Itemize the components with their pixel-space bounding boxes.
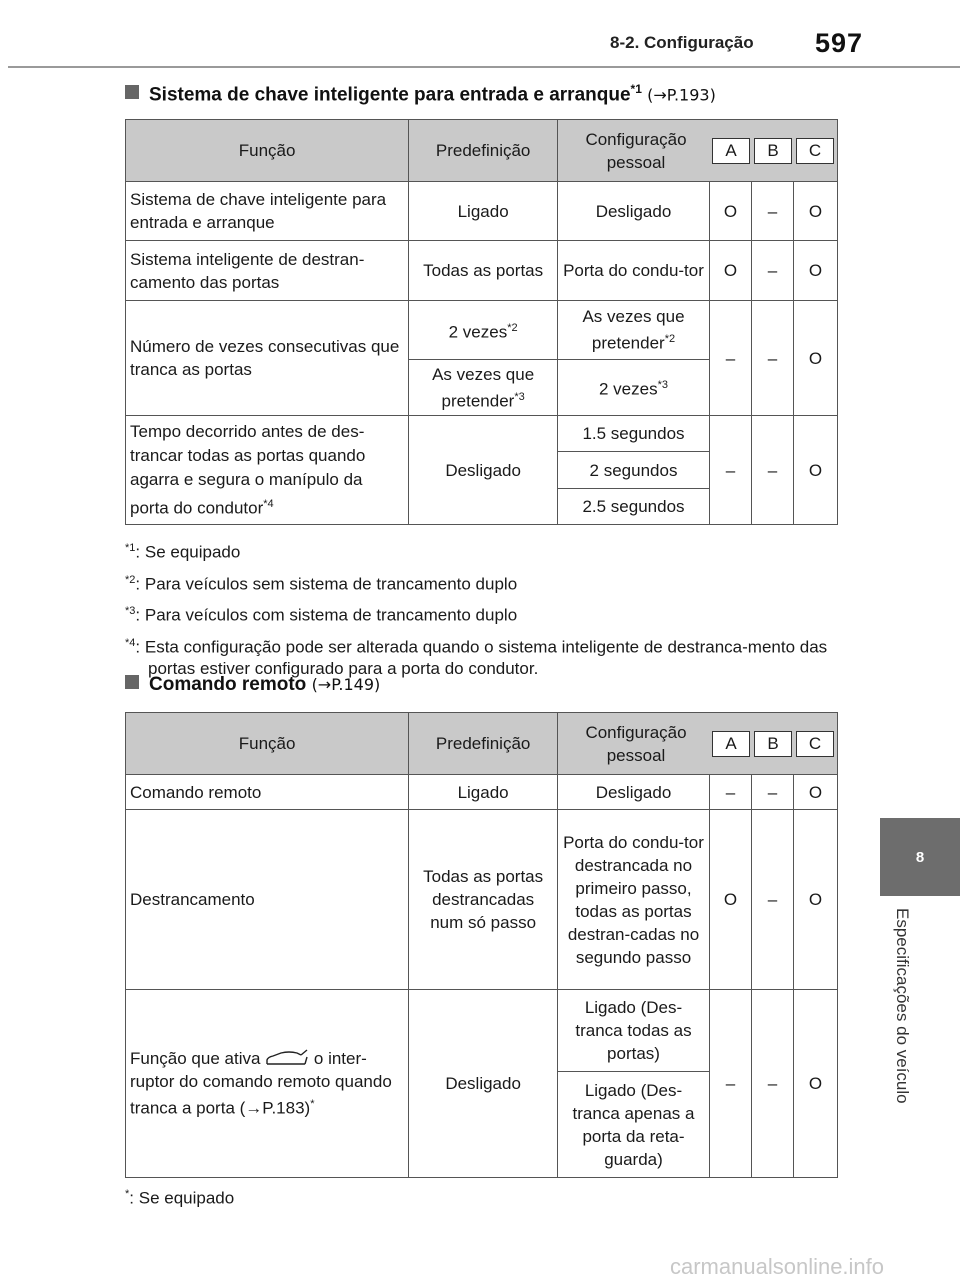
cell-funcao-text: Função que ativa (130, 1049, 261, 1069)
cell-b: – (751, 241, 793, 301)
cell-funcao (126, 990, 409, 1178)
remote-control-table (125, 712, 838, 1178)
cell-c: O (793, 775, 837, 810)
page-number: 597 (815, 28, 864, 58)
bullet-square-icon (125, 675, 139, 689)
cell-conf: 1.5 segundos (558, 416, 710, 452)
cell-pre: Desligado (409, 416, 558, 525)
col-header-config (558, 120, 838, 182)
cell-b: – (751, 775, 793, 810)
table-row (126, 416, 838, 452)
footnote-mark: *1 (125, 542, 136, 554)
cell-pre: Todas as portas (409, 241, 558, 301)
cell-a: – (709, 990, 751, 1178)
cell-pre (409, 360, 558, 416)
cell-funcao: Comando remoto (126, 775, 409, 810)
chapter-label: Especificações do veículo (893, 908, 912, 1104)
page-ref: (→P.183) (239, 1098, 311, 1118)
table-row (126, 775, 838, 810)
mode-c-box: C (796, 731, 834, 757)
cell-conf: Ligado (Des-tranca apenas a porta da reta-guarda) (558, 1072, 710, 1178)
table-row (126, 182, 838, 241)
section1-heading (125, 82, 716, 106)
cell-pre (409, 301, 558, 360)
footnote (125, 1184, 840, 1209)
cell-a: O (709, 241, 751, 301)
footnote-mark: * (310, 1098, 315, 1111)
footnote (125, 570, 840, 595)
cell-b: – (751, 416, 793, 525)
footnote-mark: *4 (263, 497, 274, 510)
cell-funcao: Sistema inteligente de destran-camento das portas (126, 241, 409, 301)
cell-conf: Porta do condu-tor (558, 241, 710, 301)
cell-c: O (793, 301, 837, 416)
col-header-predefinicao: Predefinição (409, 713, 558, 775)
cell-conf-text: As vezes que pretender (582, 307, 685, 353)
cell-pre: Ligado (409, 182, 558, 241)
footnote-mark: * (125, 1188, 130, 1200)
cell-a: – (709, 775, 751, 810)
footnote-text: : Para veículos com sistema de trancamento duplo (135, 605, 518, 625)
config-label: Configuração pessoal (585, 722, 687, 765)
col-header-funcao: Função (126, 713, 409, 775)
footnote (125, 633, 840, 679)
footnote-mark: *2 (125, 573, 136, 586)
section2-ref: (→P.149) (311, 675, 381, 694)
footnote (125, 601, 840, 626)
cell-a: – (709, 301, 751, 416)
cell-a: O (709, 182, 751, 241)
table-row (126, 810, 838, 990)
cell-conf: Desligado (558, 775, 710, 810)
cell-conf-text: 2 vezes (599, 379, 658, 399)
cell-c: O (793, 810, 837, 990)
watermark: carmanualsonline.info (670, 1254, 885, 1279)
chapter-number: 8 (915, 848, 925, 866)
cell-conf: Desligado (558, 182, 710, 241)
col-header-config (558, 713, 838, 775)
section2-title: Comando remoto (149, 674, 307, 695)
mode-a-box: A (712, 138, 750, 164)
cell-funcao (126, 416, 409, 525)
cell-conf: Ligado (Des-tranca todas as portas) (558, 990, 710, 1072)
col-header-predefinicao: Predefinição (409, 120, 558, 182)
footnote-mark: *2 (507, 321, 518, 334)
table-row (126, 241, 838, 301)
cell-conf (558, 301, 710, 360)
section1-footnotes (125, 538, 840, 686)
cell-funcao: Sistema de chave inteligente para entrada e arranque (126, 182, 409, 241)
header-divider (8, 66, 960, 68)
section1-ref: (→P.193) (647, 85, 716, 105)
footnote-text: : Se equipado (129, 1188, 235, 1208)
section1-title: Sistema de chave inteligente para entrada e arranque (149, 84, 631, 106)
table-header-row (126, 713, 838, 775)
cell-conf: 2 segundos (558, 452, 710, 489)
cell-pre: Todas as portas destrancadas num só passo (409, 810, 558, 990)
cell-c: O (793, 241, 837, 301)
cell-conf: Porta do condu-tor destrancada no primeiro passo, todas as portas destran-cadas no segundo passo (558, 810, 710, 990)
cell-conf: 2.5 segundos (558, 489, 710, 525)
mode-b-box: B (754, 731, 792, 757)
cell-pre: Ligado (409, 775, 558, 810)
cell-b: – (751, 182, 793, 241)
col-header-funcao: Função (126, 120, 409, 182)
footnote-text: : Esta configuração pode ser alterada quando o sistema inteligente de destranca-mento das portas estiver configurado para a porta do condutor. (135, 637, 828, 678)
footnote-text: : Se equipado (135, 542, 241, 562)
car-back-door-icon (265, 1049, 309, 1067)
cell-funcao: Número de vezes consecutivas que tranca as portas (126, 301, 409, 416)
section-header: 8-2. Configuração (610, 33, 754, 52)
cell-funcao-text: Tempo decorrido antes de des-trancar todas as portas quando agarra e segura o manípulo da porta do condutor (130, 421, 366, 518)
cell-pre: Desligado (409, 990, 558, 1178)
footnote-mark: *2 (664, 333, 676, 346)
cell-funcao-text: o inter-ruptor do comando remoto quando tranca a porta (130, 1049, 392, 1118)
cell-c: O (793, 182, 837, 241)
mode-c-box: C (796, 138, 834, 164)
bullet-square-icon (125, 85, 139, 99)
section2-heading (125, 674, 380, 696)
cell-b: – (751, 301, 793, 416)
footnote-mark: *3 (657, 379, 668, 392)
smart-key-table (125, 119, 838, 525)
mode-b-box: B (754, 138, 792, 164)
cell-funcao: Destrancamento (126, 810, 409, 990)
footnote-mark: *3 (514, 390, 525, 403)
footnote-text: : Para veículos sem sistema de trancamento duplo (135, 574, 518, 594)
cell-c: O (793, 416, 837, 525)
cell-a: – (709, 416, 751, 525)
cell-conf (558, 360, 710, 416)
section2-footnotes (125, 1184, 840, 1216)
table-row (126, 301, 838, 360)
cell-pre-text: As vezes que pretender (432, 364, 535, 411)
cell-pre-text: 2 vezes (448, 322, 508, 342)
mode-a-box: A (712, 731, 750, 757)
table-row (126, 990, 838, 1072)
section1-title-footnote: *1 (630, 82, 642, 96)
cell-c: O (793, 990, 837, 1178)
footnote (125, 538, 840, 563)
config-label: Configuração pessoal (585, 129, 687, 172)
chapter-tab (880, 818, 960, 896)
cell-b: – (751, 810, 793, 990)
cell-b: – (751, 990, 793, 1178)
table-header-row (126, 120, 838, 182)
footnote-mark: *4 (125, 636, 136, 649)
footnote-mark: *3 (125, 605, 136, 618)
cell-a: O (709, 810, 751, 990)
